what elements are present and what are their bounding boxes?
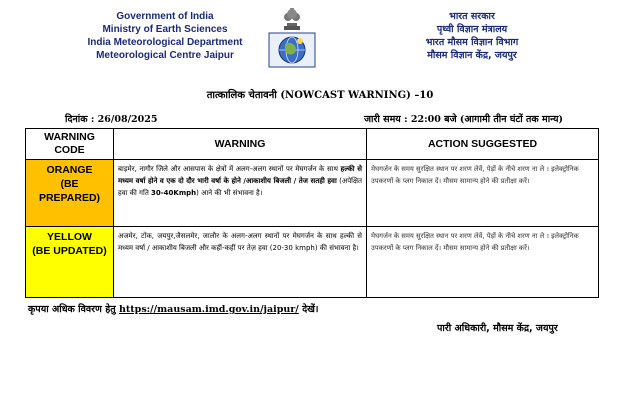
header-hindi-line-1: भारत सरकार xyxy=(449,11,495,22)
header-english-line-3: India Meteorological Department xyxy=(87,37,243,48)
header-hindi xyxy=(372,10,572,62)
orange-code-line-2: (BE xyxy=(60,178,79,190)
header-action: ACTION SUGGESTED xyxy=(367,129,599,160)
orange-warning-part-2: (अपेक्षित हवा की गति xyxy=(118,177,362,197)
header-warning-code xyxy=(26,129,114,160)
header-hindi-line-2: पृथ्वी विज्ञान मंत्रालय xyxy=(436,24,508,35)
table-header-row xyxy=(26,129,599,160)
yellow-code-cell xyxy=(26,227,114,298)
header-english-line-2: Ministry of Earth Sciences xyxy=(102,24,228,35)
imd-globe-logo-icon xyxy=(268,32,316,68)
more-info-line xyxy=(28,302,319,315)
header-hindi-line-4: मौसम विज्ञान केंद्र, जयपुर xyxy=(427,50,517,61)
yellow-warning-text: अजमेर, टोंक, जयपुर,जैसलमेर, जालौर के अलग-अलग स्थानों पर मेघगर्जन के साथ हल्की से मध्यम वर्षा / आकाशीय बिजली और कहीं-कहीं पर तेज़ हवा (20-30 kmph) की संभावना है। xyxy=(114,227,367,298)
orange-warning-text xyxy=(114,160,367,227)
yellow-action-text: मेघगर्जन के समय सुरक्षित स्थान पर शरण लेवें, पेड़ों के नीचे शरण ना ले । इलेक्ट्रोनिक उपकरणों के प्लग निकाल दें। मौसम सामान्य होने की प्रतीक्षा करें। xyxy=(367,227,599,298)
yellow-code-line-2: (BE UPDATED) xyxy=(32,245,107,257)
table-row xyxy=(26,160,599,227)
more-info-suffix: देखें। xyxy=(298,304,319,315)
orange-action-text: मेघगर्जन के समय सुरक्षित स्थान पर शरण लेवें, पेड़ों के नीचे शरण ना ले । इलेक्ट्रोनिक उपकरणों के प्लग निकाल दें। मौसम सामान्य होने की प्रतीक्षा करें। xyxy=(367,160,599,227)
header-english-line-4: Meteorological Centre Jaipur xyxy=(96,50,234,61)
page-title: तात्कालिक चेतावनी (NOWCAST WARNING) –10 xyxy=(206,90,434,101)
header-english-line-1: Government of India xyxy=(116,11,214,22)
issue-date: दिनांक : 26/08/2025 xyxy=(65,114,158,125)
header-english xyxy=(62,10,268,62)
ashoka-emblem-icon xyxy=(278,4,306,32)
more-info-prefix: कृपया अधिक विवरण हेतु xyxy=(28,304,119,315)
header-warning: WARNING xyxy=(114,129,367,160)
header-code-line-1: WARNING xyxy=(44,131,95,143)
header-code-line-2: CODE xyxy=(54,144,85,156)
orange-warning-speed: 30-40Kmph xyxy=(151,189,197,197)
imd-jaipur-link[interactable]: https://mausam.imd.gov.in/jaipur/ xyxy=(119,304,299,315)
header-hindi-line-3: भारत मौसम विज्ञान विभाग xyxy=(425,37,519,48)
yellow-code-line-1: YELLOW xyxy=(47,231,92,243)
signature: पारी अधिकारी, मौसम केंद्र, जयपुर xyxy=(437,323,558,334)
orange-code-cell xyxy=(26,160,114,227)
orange-warning-bold: हल्की से मध्यम वर्षा होने व एक दो दौर भारी वर्षा के होने /आकाशीय बिजली / तेज सतही हवा xyxy=(118,165,363,185)
table-row xyxy=(26,227,599,298)
orange-warning-part-1: बाड़मेर, नागौर जिले और आसपास के क्षेत्रों में अलग-अलग स्थानों पर मेघगर्जन के साथ xyxy=(118,165,341,173)
orange-code-line-3: PREPARED) xyxy=(38,192,101,204)
orange-warning-part-3: ) आने की भी संभावना है। xyxy=(196,189,263,197)
orange-code-line-1: ORANGE xyxy=(46,164,93,176)
warning-table xyxy=(25,128,599,298)
issue-time: जारी समय : 22:00 बजे (आगामी तीन घंटों तक मान्य) xyxy=(364,114,563,125)
